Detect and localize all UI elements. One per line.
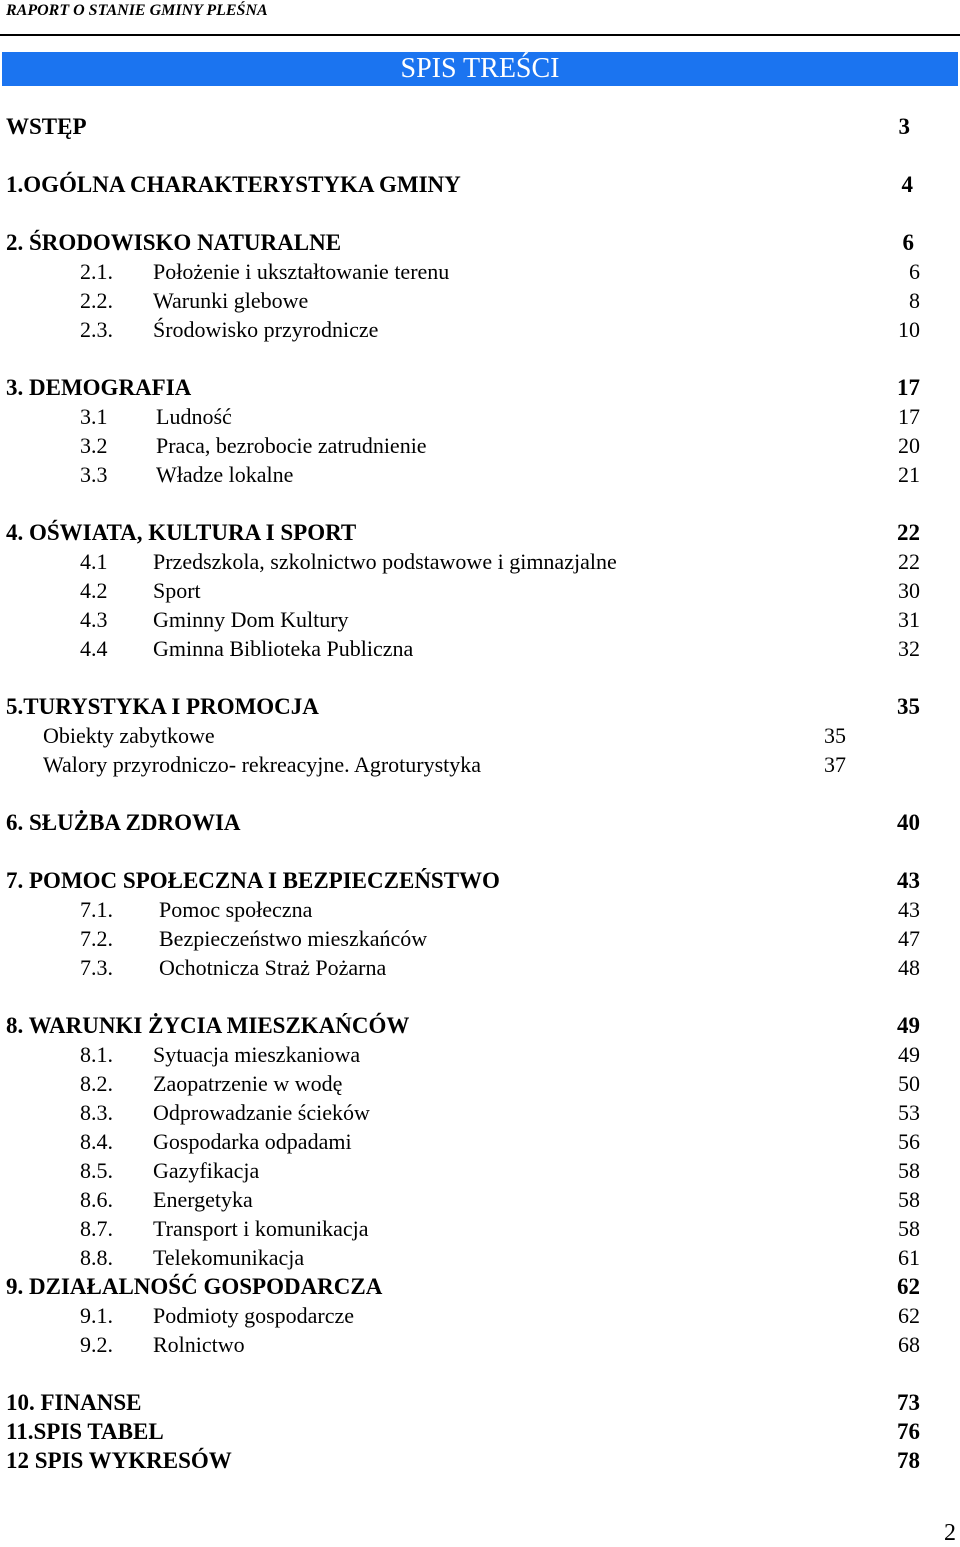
toc-entry-label: WSTĘP	[6, 114, 87, 139]
toc-chapter-entry[interactable]	[0, 866, 960, 895]
toc-entry-page: 22	[898, 549, 920, 574]
toc-section-entry[interactable]	[0, 547, 960, 576]
toc-entry-label: 8. WARUNKI ŻYCIA MIESZKAŃCÓW	[6, 1013, 410, 1038]
toc-entry-label: 1.OGÓLNA CHARAKTERYSTYKA GMINY	[6, 172, 461, 197]
toc-entry-label: Praca, bezrobocie zatrudnienie	[156, 433, 427, 458]
toc-entry-page: 76	[897, 1419, 920, 1444]
toc-entry-number: 3.1	[80, 404, 108, 429]
toc-entry-label: Bezpieczeństwo mieszkańców	[159, 926, 428, 951]
toc-section-entry[interactable]	[0, 1127, 960, 1156]
toc-entry-label: Ludność	[156, 404, 232, 429]
toc-entry-label: 7. POMOC SPOŁECZNA I BEZPIECZEŃSTWO	[6, 868, 500, 893]
toc-entry-label: 9. DZIAŁALNOŚĆ GOSPODARCZA	[6, 1274, 383, 1299]
toc-section-entry[interactable]	[0, 750, 960, 779]
toc-entry-number: 4.4	[80, 636, 108, 661]
toc-entry-number: 8.1.	[80, 1042, 113, 1067]
toc-entry-page: 43	[898, 897, 920, 922]
page-number: 2	[944, 1520, 956, 1546]
toc-entry-page: 62	[898, 1303, 920, 1328]
toc-entry-page: 20	[898, 433, 920, 458]
toc-entry-label: Gazyfikacja	[153, 1158, 260, 1183]
toc-entry-number: 2.2.	[80, 288, 113, 313]
toc-title-band	[2, 52, 958, 86]
toc-section-entry[interactable]	[0, 1330, 960, 1359]
toc-title: SPIS TREŚCI	[400, 53, 560, 84]
toc-section-entry[interactable]	[0, 315, 960, 344]
toc-entry-page: 10	[898, 317, 920, 342]
toc-chapter-entry[interactable]	[0, 1272, 960, 1301]
toc-entry-page: 3	[898, 114, 910, 139]
toc-entry-number: 9.1.	[80, 1303, 113, 1328]
toc-entry-page: 6	[909, 259, 920, 284]
toc-entry-page: 4	[901, 172, 913, 197]
toc-entry-number: 7.1.	[80, 897, 113, 922]
toc-entry-page: 21	[898, 462, 920, 487]
toc-entry-page: 47	[898, 926, 920, 951]
toc-entry-number: 8.5.	[80, 1158, 113, 1183]
toc-entry-number: 4.1	[80, 549, 108, 574]
toc-entry-page: 78	[897, 1448, 920, 1473]
toc-entry-page: 48	[898, 955, 920, 980]
toc-entry-label: Obiekty zabytkowe	[43, 723, 215, 748]
toc-entry-label: 10. FINANSE	[6, 1390, 142, 1415]
toc-chapter-entry[interactable]	[0, 1417, 960, 1446]
toc-section-entry[interactable]	[0, 431, 960, 460]
toc-section-entry[interactable]	[0, 634, 960, 663]
toc-entry-label: Rolnictwo	[153, 1332, 245, 1357]
toc-section-entry[interactable]	[0, 1214, 960, 1243]
toc-entry-label: 2. ŚRODOWISKO NATURALNE	[6, 230, 342, 255]
toc-entry-page: 53	[898, 1100, 920, 1125]
toc-entry-page: 58	[898, 1216, 920, 1241]
toc-section-entry[interactable]	[0, 924, 960, 953]
toc-entry-label: Gminna Biblioteka Publiczna	[153, 636, 414, 661]
toc-section-entry[interactable]	[0, 1098, 960, 1127]
toc-entry-page: 17	[897, 375, 920, 400]
toc-entry-page: 35	[897, 694, 920, 719]
toc-entry-label: 6. SŁUŻBA ZDROWIA	[6, 810, 241, 835]
toc-section-entry[interactable]	[0, 605, 960, 634]
toc-entry-label: 5.TURYSTYKA I PROMOCJA	[6, 694, 319, 719]
toc-entry-label: Warunki glebowe	[153, 288, 309, 313]
toc-chapter-entry[interactable]	[0, 373, 960, 402]
toc-entry-label: Telekomunikacja	[153, 1245, 305, 1270]
header-rule	[0, 34, 960, 36]
toc-entry-page: 6	[902, 230, 914, 255]
toc-entry-label: 11.SPIS TABEL	[6, 1419, 164, 1444]
toc-chapter-entry[interactable]	[0, 808, 960, 837]
toc-entry-number: 4.3	[80, 607, 108, 632]
toc-entry-page: 31	[898, 607, 920, 632]
toc-entry-label: Gospodarka odpadami	[153, 1129, 352, 1154]
toc-entry-number: 8.4.	[80, 1129, 113, 1154]
toc-entry-page: 32	[898, 636, 920, 661]
toc-entry-number: 8.6.	[80, 1187, 113, 1212]
toc-chapter-entry[interactable]	[0, 170, 960, 199]
toc-section-entry[interactable]	[0, 1243, 960, 1272]
toc-entry-label: Przedszkola, szkolnictwo podstawowe i gimnazjalne	[153, 549, 617, 574]
toc-entry-page: 30	[898, 578, 920, 603]
toc-entry-page: 43	[897, 868, 920, 893]
toc-entry-label: 3. DEMOGRAFIA	[6, 375, 192, 400]
toc-section-entry[interactable]	[0, 1069, 960, 1098]
toc-entry-page: 37	[824, 752, 846, 777]
toc-chapter-entry[interactable]	[0, 1388, 960, 1417]
toc-entry-page: 8	[909, 288, 920, 313]
toc-entry-number: 2.3.	[80, 317, 113, 342]
toc-entry-number: 8.2.	[80, 1071, 113, 1096]
toc-section-entry[interactable]	[0, 257, 960, 286]
toc-entry-label: Energetyka	[153, 1187, 253, 1212]
toc-entry-page: 61	[898, 1245, 920, 1270]
toc-section-entry[interactable]	[0, 460, 960, 489]
toc-entry-label: Pomoc społeczna	[159, 897, 313, 922]
toc-entry-number: 8.7.	[80, 1216, 113, 1241]
toc-entry-label: Sport	[153, 578, 201, 603]
toc-entry-number: 7.2.	[80, 926, 113, 951]
toc-entry-page: 68	[898, 1332, 920, 1357]
toc-chapter-entry[interactable]	[0, 518, 960, 547]
toc-entry-number: 2.1.	[80, 259, 113, 284]
toc-section-entry[interactable]	[0, 286, 960, 315]
toc-section-entry[interactable]	[0, 895, 960, 924]
toc-entry-label: Transport i komunikacja	[153, 1216, 369, 1241]
toc-entry-number: 8.8.	[80, 1245, 113, 1270]
toc-entry-label: Położenie i ukształtowanie terenu	[153, 259, 450, 284]
toc-entry-label: 12 SPIS WYKRESÓW	[6, 1448, 232, 1473]
toc-entry-number: 3.2	[80, 433, 108, 458]
toc-section-entry[interactable]	[0, 576, 960, 605]
toc-entry-number: 9.2.	[80, 1332, 113, 1357]
toc-entry-page: 50	[898, 1071, 920, 1096]
toc-entry-number: 4.2	[80, 578, 108, 603]
toc-entry-label: Środowisko przyrodnicze	[153, 317, 379, 342]
toc-section-entry[interactable]	[0, 1185, 960, 1214]
toc-section-entry[interactable]	[0, 1040, 960, 1069]
toc-entry-label: Władze lokalne	[156, 462, 294, 487]
toc-entry-label: Sytuacja mieszkaniowa	[153, 1042, 361, 1067]
toc-entry-label: Podmioty gospodarcze	[153, 1303, 355, 1328]
toc-entry-label: Walory przyrodniczo- rekreacyjne. Agroturystyka	[43, 752, 482, 777]
toc-section-entry[interactable]	[0, 1156, 960, 1185]
toc-entry-page: 49	[897, 1013, 920, 1038]
toc-entry-label: Gminny Dom Kultury	[153, 607, 349, 632]
toc-entry-page: 22	[897, 520, 920, 545]
running-header: RAPORT O STANIE GMINY PLEŚNA	[6, 2, 268, 19]
toc-entry-label: 4. OŚWIATA, KULTURA I SPORT	[6, 520, 357, 545]
toc-entry-page: 40	[897, 810, 920, 835]
toc-entry-number: 7.3.	[80, 955, 113, 980]
toc-entry-page: 62	[897, 1274, 920, 1299]
toc-entry-page: 73	[897, 1390, 920, 1415]
toc-entry-label: Zaopatrzenie w wodę	[153, 1071, 343, 1096]
toc-entry-number: 8.3.	[80, 1100, 113, 1125]
toc-entry-page: 49	[898, 1042, 920, 1067]
toc-entry-label: Ochotnicza Straż Pożarna	[159, 955, 387, 980]
toc-entry-page: 58	[898, 1187, 920, 1212]
toc-entry-page: 58	[898, 1158, 920, 1183]
toc-entry-label: Odprowadzanie ścieków	[153, 1100, 370, 1125]
toc-section-entry[interactable]	[0, 721, 960, 750]
toc-chapter-entry[interactable]	[0, 1446, 960, 1475]
toc-chapter-entry[interactable]	[0, 1011, 960, 1040]
toc-chapter-entry[interactable]	[0, 692, 960, 721]
toc-chapter-entry[interactable]	[0, 228, 960, 257]
toc-entry-page: 17	[898, 404, 920, 429]
toc-entry-page: 56	[898, 1129, 920, 1154]
toc-entry-page: 35	[824, 723, 846, 748]
toc-section-entry[interactable]	[0, 1301, 960, 1330]
toc-section-entry[interactable]	[0, 402, 960, 431]
toc-entry-number: 3.3	[80, 462, 108, 487]
toc-section-entry[interactable]	[0, 953, 960, 982]
toc-chapter-entry[interactable]	[0, 112, 960, 141]
